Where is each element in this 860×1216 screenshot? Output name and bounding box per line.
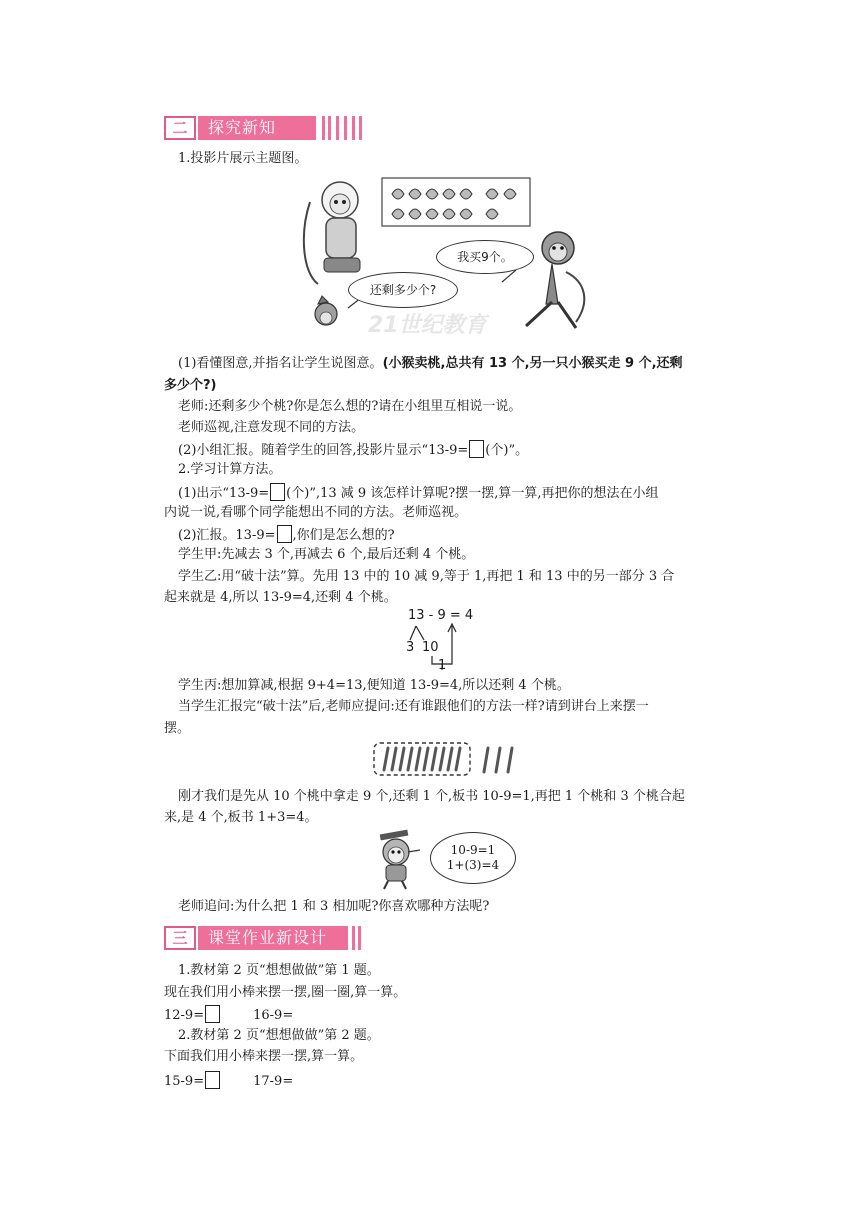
- formula-bubble: [430, 832, 516, 884]
- answer-box: [277, 525, 292, 543]
- text-line: 起来就是 4,所以 13-9=4,还剩 4 个桃。: [164, 590, 397, 605]
- text-line: (1)出示“13-9= (个)”,13 减 9 该怎样计算呢?摆一摆,算一算,再把你的想法在小组: [178, 483, 659, 503]
- formula-line-2: 1+(3)=4: [446, 858, 500, 872]
- sticks-drawing: [370, 740, 520, 778]
- text-line: (2)小组汇报。随着学生的回答,投影片显示“13-9= (个)”。: [178, 440, 528, 460]
- text-line: 多少个?): [164, 378, 217, 393]
- tree-equation: 13 - 9 = 4: [408, 608, 474, 623]
- text-line: (2)汇报。13-9= ,你们是怎么想的?: [178, 525, 395, 545]
- speech-bubble-buy: 我买9个。: [436, 240, 534, 274]
- text-line: 2.学习计算方法。: [178, 462, 282, 477]
- section-number: 二: [164, 116, 196, 140]
- text-line: 2.教材第 2 页“想想做做”第 2 题。: [178, 1028, 380, 1043]
- scholar-monkey-illustration: [368, 828, 520, 890]
- text-line: 老师追问:为什么把 1 和 3 相加呢?你喜欢哪种方法呢?: [178, 899, 490, 914]
- tree-result: 1: [438, 658, 447, 673]
- exercise-line: 15-9= 17-9=: [164, 1071, 293, 1091]
- formula-line-1: 10-9=1: [450, 843, 496, 857]
- section-banner-explore: [164, 116, 362, 140]
- section-banner-homework: [164, 926, 362, 950]
- text-line: 刚才我们是先从 10 个桃中拿走 9 个,还剩 1 个,板书 10-9=1,再把 1 个桃和 3 个桃合起: [178, 789, 685, 804]
- text-line: 下面我们用小棒来摆一摆,算一算。: [164, 1049, 364, 1064]
- sticks-illustration: [370, 740, 520, 778]
- scholar-monkey-drawing: [368, 828, 428, 890]
- break-ten-diagram: [402, 608, 492, 674]
- tree-lines: [402, 608, 492, 674]
- section-title: 课堂作业新设计: [208, 928, 328, 947]
- text-line: 学生丙:想加算减,根据 9+4=13,便知道 13-9=4,所以还剩 4 个桃。: [178, 678, 570, 693]
- monkey-peach-illustration: [296, 172, 596, 344]
- text-line: 老师:还剩多少个桃?你是怎么想的?请在小组里互相说一说。: [178, 399, 522, 414]
- text-line: 现在我们用小棒来摆一摆,圈一圈,算一算。: [164, 985, 407, 1000]
- text-line: 内说一说,看哪个同学能想出不同的方法。老师巡视。: [164, 505, 468, 520]
- speech-bubble-remaining: 还剩多少个?: [348, 272, 458, 308]
- answer-box: [205, 1071, 220, 1089]
- text-line: 老师巡视,注意发现不同的方法。: [178, 420, 365, 435]
- tree-split-a: 3: [406, 640, 415, 655]
- text-line: (1)看懂图意,并指名让学生说图意。(小猴卖桃,总共有 13 个,另一只小猴买走 9 个,还剩: [178, 356, 683, 371]
- section-title: 探究新知: [208, 118, 277, 137]
- text-line: 1.教材第 2 页“想想做做”第 1 题。: [178, 963, 380, 978]
- exercise-line: 12-9= 16-9=: [164, 1005, 293, 1025]
- text-line: 摆。: [164, 721, 191, 736]
- answer-box: [205, 1005, 220, 1023]
- text-line: 来,是 4 个,板书 1+3=4。: [164, 810, 318, 825]
- text-line: 当学生汇报完“破十法”后,老师应提问:还有谁跟他们的方法一样?请到讲台上来摆一: [178, 699, 649, 714]
- text-line: 1.投影片展示主题图。: [178, 151, 308, 166]
- answer-box: [469, 440, 484, 458]
- text-line: 学生甲:先减去 3 个,再减去 6 个,最后还剩 4 个桃。: [178, 547, 475, 562]
- section-number: 三: [164, 926, 196, 950]
- text-line: 学生乙:用“破十法”算。先用 13 中的 10 减 9,等于 1,再把 1 和 13 中的另一部分 3 合: [178, 569, 675, 584]
- tree-split-b: 10: [422, 640, 439, 655]
- svg-text:21世纪教育: 21世纪教育: [368, 313, 487, 338]
- answer-box: [270, 483, 285, 501]
